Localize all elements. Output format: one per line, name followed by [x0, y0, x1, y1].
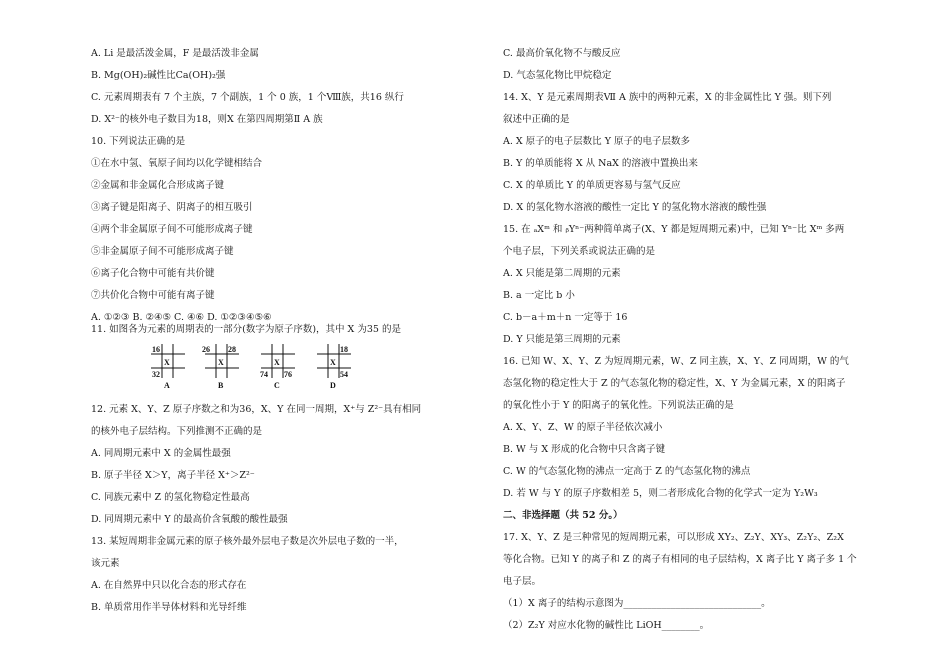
q10-statement-6: ⑥离子化合物中可能有共价键 — [91, 268, 215, 279]
panel-d — [317, 344, 351, 390]
panel-c-label: C — [274, 381, 280, 390]
q14-option-d: D. X 的氢化物水溶液的酸性一定比 Y 的氢化物水溶液的酸性强 — [503, 202, 767, 213]
q16-stem-3: 的氧化性小于 Y 的阳离子的氧化性。下列说法正确的是 — [503, 400, 734, 411]
q16-option-b: B. W 与 X 形成的化合物中只含离子键 — [503, 444, 666, 455]
q15-stem-2: 个电子层，下列关系或说法正确的是 — [503, 246, 656, 257]
panel-b-num-1: 26 — [202, 345, 210, 354]
panel-b-x: X — [218, 358, 224, 367]
q10-statement-4: ④两个非金属原子间不可能形成离子键 — [91, 224, 253, 235]
q14-option-c: C. X 的单质比 Y 的单质更容易与氢气反应 — [503, 180, 681, 191]
q9-option-d: D. X²⁻的核外电子数目为18，则X 在第四周期第Ⅱ A 族 — [91, 114, 323, 125]
q17-stem-3: 电子层。 — [503, 576, 542, 587]
panel-d-num-1: 18 — [340, 345, 348, 354]
q17-stem-1: 17. X、Y、Z 是三种常见的短周期元素，可以形成 XY₂、Z₂Y、XY₃、Z₂Y₂、Z₂X — [503, 532, 844, 543]
q13-stem-2: 该元素 — [91, 558, 120, 569]
panel-c-x: X — [274, 358, 280, 367]
panel-c-num-1: 74 — [260, 370, 268, 379]
panel-b — [202, 344, 239, 390]
q10-options: A. ①②③ B. ②④⑤ C. ④⑥ D. ①②③④⑤⑥ — [91, 312, 272, 323]
q17-stem-2: 等化合物。已知 Y 的离子和 Z 的离子有相同的电子层结构，X 离子比 Y 离子多 1 个 — [503, 554, 857, 565]
panel-d-x: X — [330, 358, 336, 367]
q9-option-c: C. 元素周期表有 7 个主族，7 个副族，1 个 0 族，1 个Ⅷ族，共16 纵行 — [91, 92, 404, 103]
q13-stem-1: 13. 某短周期非金属元素的原子核外最外层电子数是次外层电子数的一半， — [91, 536, 404, 547]
q16-stem-1: 16. 已知 W、X、Y、Z 为短周期元素，W、Z 同主族，X、Y、Z 同周期，W 的气 — [503, 356, 849, 367]
q12-stem-2: 的核外电子层结构。下列推测不正确的是 — [91, 426, 263, 437]
panel-a-num-1: 16 — [152, 345, 160, 354]
q16-option-a: A. X、Y、Z、W 的原子半径依次减小 — [503, 422, 663, 433]
q17-part-1: （1）X 离子的结构示意图为_____________________________。 — [503, 598, 771, 609]
q12-option-a: A. 同周期元素中 X 的金属性最强 — [91, 448, 231, 459]
panel-a-num-2: 32 — [152, 370, 160, 379]
panel-c-num-2: 76 — [284, 370, 292, 379]
q13-option-a: A. 在自然界中只以化合态的形式存在 — [91, 580, 247, 591]
q11-stem: 11. 如图各为元素的周期表的一部分(数字为原子序数)，其中 X 为35 的是 — [91, 324, 401, 335]
section-heading-non-choice: 二、非选择题（共 52 分。） — [503, 510, 623, 521]
q10-statement-7: ⑦共价化合物中可能有离子键 — [91, 290, 215, 301]
q14-stem-2: 叙述中正确的是 — [503, 114, 570, 125]
panel-c — [260, 344, 295, 390]
q16-option-c: C. W 的气态氢化物的沸点一定高于 Z 的气态氢化物的沸点 — [503, 466, 751, 477]
panel-b-num-2: 28 — [228, 345, 236, 354]
panel-d-num-2: 54 — [340, 370, 348, 379]
q17-part-2: （2）Z₂Y 对应水化物的碱性比 LiOH________。 — [503, 620, 710, 631]
panel-a — [151, 344, 185, 390]
q10-statement-1: ①在水中氢、氧原子间均以化学键相结合 — [91, 158, 263, 169]
q13-option-d: D. 气态氢化物比甲烷稳定 — [503, 70, 612, 81]
q14-option-a: A. X 原子的电子层数比 Y 原子的电子层数多 — [503, 136, 690, 147]
q15-option-b: B. a 一定比 b 小 — [503, 290, 575, 301]
q14-stem-1: 14. X、Y 是元素周期表Ⅶ A 族中的两种元素，X 的非金属性比 Y 强。则下列 — [503, 92, 832, 103]
q10-statement-3: ③离子键是阳离子、阴离子的相互吸引 — [91, 202, 253, 213]
q15-stem-1: 15. 在 ₐXᵐ 和 ᵦYⁿ⁻两种简单离子(X、Y 都是短周期元素)中，已知 Yⁿ⁻比 Xᵐ 多两 — [503, 224, 845, 235]
q12-option-c: C. 同族元素中 Z 的氢化物稳定性最高 — [91, 492, 250, 503]
q15-option-d: D. Y 只能是第三周期的元素 — [503, 334, 621, 345]
q16-stem-2: 态氢化物的稳定性大于 Z 的气态氢化物的稳定性，X、Y 为金属元素，X 的阳离子 — [503, 378, 846, 389]
q12-option-b: B. 原子半径 X＞Y，离子半径 X⁺＞Z²⁻ — [91, 470, 255, 481]
q13-option-b: B. 单质常用作半导体材料和光导纤维 — [91, 602, 247, 613]
panel-a-label: A — [164, 381, 170, 390]
q12-stem-1: 12. 元素 X、Y、Z 原子序数之和为36，X、Y 在同一周期，X⁺与 Z²⁻具有相同 — [91, 404, 422, 415]
q14-option-b: B. Y 的单质能将 X 从 NaX 的溶液中置换出来 — [503, 158, 698, 169]
periodic-table-fragments-figure — [143, 340, 363, 390]
q16-option-d: D. 若 W 与 Y 的原子序数相差 5，则二者形成化合物的化学式一定为 Y₂W₃ — [503, 488, 818, 499]
q9-option-a: A. Li 是最活泼金属，F 是最活泼非金属 — [91, 48, 259, 59]
q13-option-c: C. 最高价氧化物不与酸反应 — [503, 48, 621, 59]
q15-option-a: A. X 只能是第二周期的元素 — [503, 268, 621, 279]
panel-b-label: B — [218, 381, 224, 390]
panel-d-label: D — [330, 381, 336, 390]
q10-stem: 10. 下列说法正确的是 — [91, 136, 186, 147]
q10-statement-5: ⑤非金属原子间不可能形成离子键 — [91, 246, 234, 257]
q9-option-b: B. Mg(OH)₂碱性比Ca(OH)₂强 — [91, 70, 226, 81]
q12-option-d: D. 同周期元素中 Y 的最高价含氧酸的酸性最强 — [91, 514, 288, 525]
q15-option-c: C. b－a＋m＋n 一定等于 16 — [503, 312, 628, 323]
q10-statement-2: ②金属和非金属化合形成离子键 — [91, 180, 225, 191]
panel-a-x: X — [164, 358, 170, 367]
